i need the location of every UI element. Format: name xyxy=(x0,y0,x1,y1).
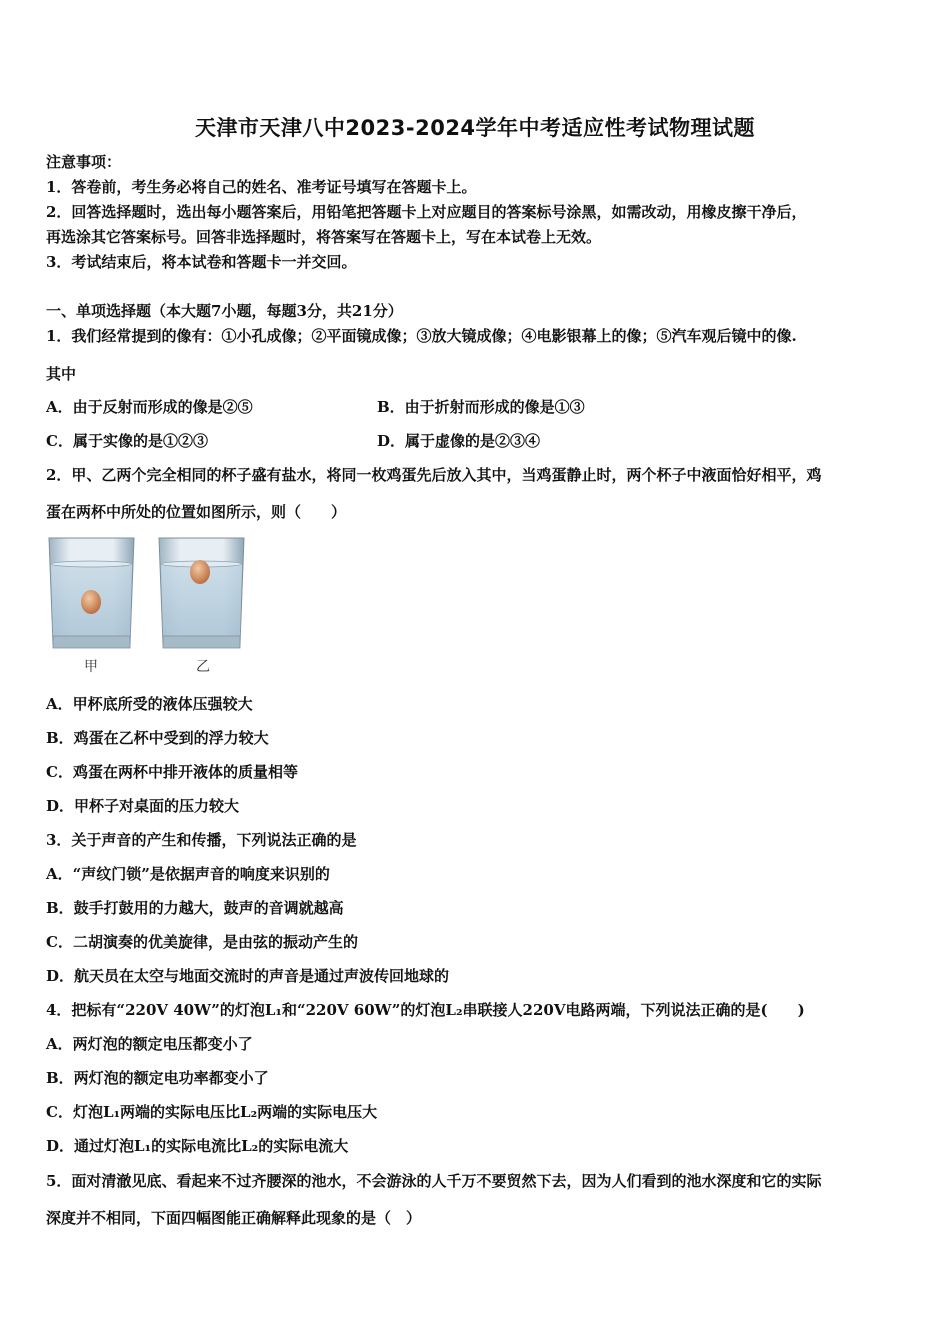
notice-heading: 注意事项： xyxy=(46,153,122,171)
notice-item: 3．考试结束后，将本试卷和答题卡一并交回。 xyxy=(46,253,357,271)
q4-option-b: B．两灯泡的额定电功率都变小了 xyxy=(46,1069,269,1087)
notice-item: 2．回答选择题时，选出每小题答案后，用铅笔把答题卡上对应题目的答案标号涂黑，如需改动，用橡皮擦干净后， xyxy=(46,203,807,221)
question-2-stem: 2．甲、乙两个完全相同的杯子盛有盐水，将同一枚鸡蛋先后放入其中，当鸡蛋静止时，两个杯子中液面恰好相平，鸡 xyxy=(46,466,822,484)
cup-jia xyxy=(49,538,134,648)
q1-option-a: A．由于反射而形成的像是②⑤ xyxy=(46,398,253,416)
q1-option-d: D．属于虚像的是②③④ xyxy=(377,432,541,450)
egg-icon xyxy=(190,560,210,584)
q4-option-d: D．通过灯泡L₁的实际电流比L₂的实际电流大 xyxy=(46,1137,349,1155)
egg-cups-figure xyxy=(46,536,256,678)
q2-option-b: B．鸡蛋在乙杯中受到的浮力较大 xyxy=(46,729,269,747)
section-heading: 一、单项选择题（本大题7小题，每题3分，共21分） xyxy=(46,302,403,320)
notice-item: 1．答卷前，考生务必将自己的姓名、准考证号填写在答题卡上。 xyxy=(46,178,477,196)
cup-yi xyxy=(159,538,244,648)
question-2-stem-cont: 蛋在两杯中所处的位置如图所示，则（ ） xyxy=(46,503,347,521)
page-title: 天津市天津八中2023-2024学年中考适应性考试物理试题 xyxy=(194,116,756,140)
q1-option-c: C．属于实像的是①②③ xyxy=(46,432,208,450)
figure-caption-yi: 乙 xyxy=(196,659,210,675)
figure-caption-jia: 甲 xyxy=(84,659,98,675)
q1-option-b: B．由于折射而形成的像是①③ xyxy=(377,398,585,416)
q3-option-b: B．鼓手打鼓用的力越大，鼓声的音调就越高 xyxy=(46,899,344,917)
question-1-stem: 1．我们经常提到的像有：①小孔成像；②平面镜成像；③放大镜成像；④电影银幕上的像；⑤汽车观后镜中的像. xyxy=(46,327,797,345)
q3-option-c: C．二胡演奏的优美旋律，是由弦的振动产生的 xyxy=(46,933,358,951)
question-1-stem-cont: 其中 xyxy=(46,365,77,383)
q3-option-a: A．“声纹门锁”是依据声音的响度来识别的 xyxy=(46,865,330,883)
q2-option-a: A．甲杯底所受的液体压强较大 xyxy=(46,695,253,713)
question-5-stem: 5．面对清澈见底、看起来不过齐腰深的池水，不会游泳的人千万不要贸然下去，因为人们看到的池水深度和它的实际 xyxy=(46,1172,822,1190)
question-4-stem: 4．把标有“220V 40W”的灯泡L₁和“220V 60W”的灯泡L₂串联接人220V电路两端，下列说法正确的是( ) xyxy=(46,1001,805,1019)
q2-option-d: D．甲杯子对桌面的压力较大 xyxy=(46,797,240,815)
notice-item: 再选涂其它答案标号。回答非选择题时，将答案写在答题卡上，写在本试卷上无效。 xyxy=(46,228,602,246)
q3-option-d: D．航天员在太空与地面交流时的声音是通过声波传回地球的 xyxy=(46,967,450,985)
egg-cups-illustration xyxy=(46,536,256,678)
egg-icon xyxy=(81,590,101,614)
question-3-stem: 3．关于声音的产生和传播，下列说法正确的是 xyxy=(46,831,357,849)
q4-option-a: A．两灯泡的额定电压都变小了 xyxy=(46,1035,253,1053)
question-5-stem-cont: 深度并不相同，下面四幅图能正确解释此现象的是（ ） xyxy=(46,1209,422,1227)
q4-option-c: C．灯泡L₁两端的实际电压比L₂两端的实际电压大 xyxy=(46,1103,378,1121)
q2-option-c: C．鸡蛋在两杯中排开液体的质量相等 xyxy=(46,763,298,781)
